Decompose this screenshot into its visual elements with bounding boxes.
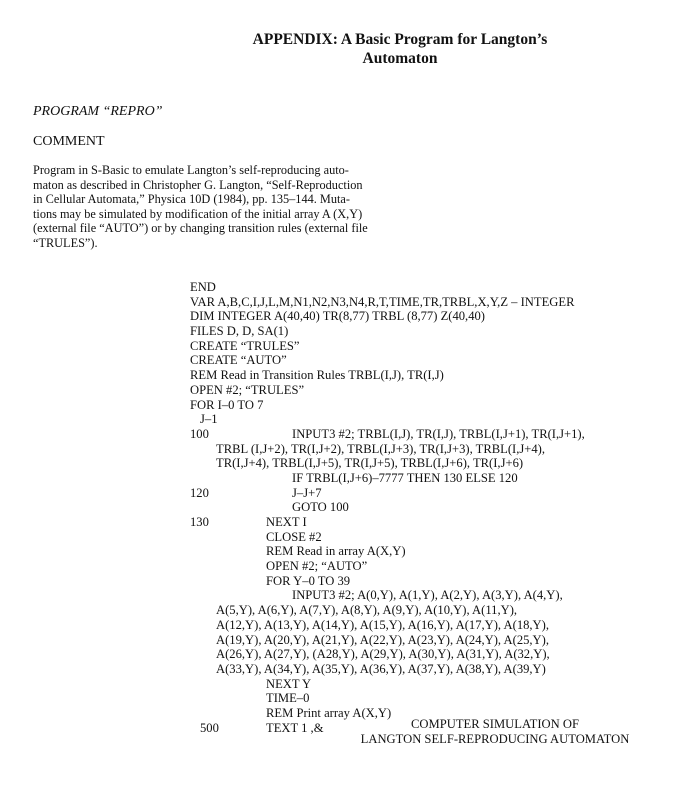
code-line xyxy=(0,515,690,530)
comment-heading: COMMENT xyxy=(33,134,105,149)
code-text: TEXT 1 ,& xyxy=(266,720,324,735)
code-line xyxy=(0,486,690,501)
code-line xyxy=(0,588,690,603)
code-text: CLOSE #2 xyxy=(266,529,322,544)
code-text: OPEN #2; “TRULES” xyxy=(190,382,305,397)
code-line xyxy=(0,544,690,559)
code-text: VAR A,B,C,I,J,L,M,N1,N2,N3,N4,R,T,TIME,TR,TRBL,X,Y,Z – INTEGER xyxy=(190,294,575,309)
program-listing xyxy=(0,280,690,735)
code-line xyxy=(0,603,690,618)
code-text: TRBL (I,J+2), TR(I,J+2), TRBL(I,J+3), TR(I,J+3), TRBL(I,J+4), xyxy=(216,441,545,456)
code-text: DIM INTEGER A(40,40) TR(8,77) TRBL (8,77) Z(40,40) xyxy=(190,309,485,324)
code-text: INPUT3 #2; TRBL(I,J), TR(I,J), TRBL(I,J+1), TR(I,J+1), xyxy=(292,426,585,441)
code-line xyxy=(0,412,690,427)
comment-line: Program in S-Basic to emulate Langton’s self-reproducing auto- xyxy=(33,163,349,177)
code-text: NEXT Y xyxy=(266,676,312,691)
code-line xyxy=(0,383,690,398)
code-text: CREATE “TRULES” xyxy=(190,338,300,353)
code-line xyxy=(0,633,690,648)
line-number: 120 xyxy=(190,485,209,500)
code-text: FOR I–0 TO 7 xyxy=(190,397,264,412)
code-line xyxy=(0,368,690,383)
code-text: A(5,Y), A(6,Y), A(7,Y), A(8,Y), A(9,Y), A(10,Y), A(11,Y), xyxy=(216,603,518,618)
code-text: J–1 xyxy=(200,412,218,427)
code-text: REM Read in Transition Rules TRBL(I,J), TR(I,J) xyxy=(190,368,444,383)
comment-line: maton as described in Christopher G. Langton, “Self-Reproduction xyxy=(33,177,363,192)
code-text: CREATE “AUTO” xyxy=(190,353,287,368)
appendix-title-line-1: APPENDIX: A Basic Program for Langton’s xyxy=(252,31,548,48)
code-text: A(33,Y), A(34,Y), A(35,Y), A(36,Y), A(37,Y), A(38,Y), A(39,Y) xyxy=(216,661,546,676)
line-number: 100 xyxy=(190,426,209,441)
code-line xyxy=(0,353,690,368)
code-text: J–J+7 xyxy=(292,485,322,500)
code-line xyxy=(0,662,690,677)
code-text: REM Print array A(X,Y) xyxy=(266,705,392,720)
code-line xyxy=(0,398,690,413)
code-line xyxy=(0,618,690,633)
code-line xyxy=(0,456,690,471)
output-heading-line-2: LANGTON SELF-REPRODUCING AUTOMATON xyxy=(360,732,630,746)
code-line xyxy=(0,427,690,442)
code-line xyxy=(0,647,690,662)
appendix-title-line-2: Automaton xyxy=(362,50,438,67)
code-text: END xyxy=(190,280,216,294)
code-text: NEXT I xyxy=(266,515,307,529)
code-text: INPUT3 #2; A(0,Y), A(1,Y), A(2,Y), A(3,Y), A(4,Y), xyxy=(292,588,563,603)
code-line xyxy=(0,677,690,692)
code-line xyxy=(0,500,690,515)
code-line xyxy=(0,691,690,706)
code-text: FILES D, D, SA(1) xyxy=(190,324,289,339)
code-text: TR(I,J+4), TRBL(I,J+5), TR(I,J+5), TRBL(I,J+6), TR(I,J+6) xyxy=(216,456,524,471)
line-number: 130 xyxy=(190,515,209,529)
code-text: A(26,Y), A(27,Y), (A28,Y), A(29,Y), A(30,Y), A(31,Y), A(32,Y), xyxy=(216,647,550,662)
code-line xyxy=(0,280,690,295)
comment-line: (external file “AUTO”) or by changing transition rules (external file xyxy=(33,221,368,236)
code-text: TIME–0 xyxy=(266,691,310,706)
code-line xyxy=(0,574,690,589)
code-line xyxy=(0,471,690,486)
comment-line: “TRULES”). xyxy=(33,235,98,250)
code-line xyxy=(0,309,690,324)
code-text: FOR Y–0 TO 39 xyxy=(266,573,351,588)
code-line xyxy=(0,324,690,339)
code-line xyxy=(0,559,690,574)
code-line xyxy=(0,295,690,310)
comment-line: tions may be simulated by modification of the initial array A (X,Y) xyxy=(33,206,363,221)
output-heading-line-1: COMPUTER SIMULATION OF xyxy=(411,717,579,731)
comment-paragraph xyxy=(33,163,405,251)
program-name: PROGRAM “REPRO” xyxy=(33,104,163,119)
code-line xyxy=(0,442,690,457)
code-text: IF TRBL(I,J+6)–7777 THEN 130 ELSE 120 xyxy=(292,470,518,485)
code-text: OPEN #2; “AUTO” xyxy=(266,559,368,574)
code-text: GOTO 100 xyxy=(292,500,349,515)
code-text: A(19,Y), A(20,Y), A(21,Y), A(22,Y), A(23,Y), A(24,Y), A(25,Y), xyxy=(216,632,549,647)
code-line xyxy=(0,530,690,545)
code-line xyxy=(0,339,690,354)
code-text: REM Read in array A(X,Y) xyxy=(266,544,406,559)
comment-line: in Cellular Automata,” Physica 10D (1984), pp. 135–144. Muta- xyxy=(33,192,350,207)
line-number: 500 xyxy=(200,720,219,735)
code-text: A(12,Y), A(13,Y), A(14,Y), A(15,Y), A(16,Y), A(17,Y), A(18,Y), xyxy=(216,617,549,632)
